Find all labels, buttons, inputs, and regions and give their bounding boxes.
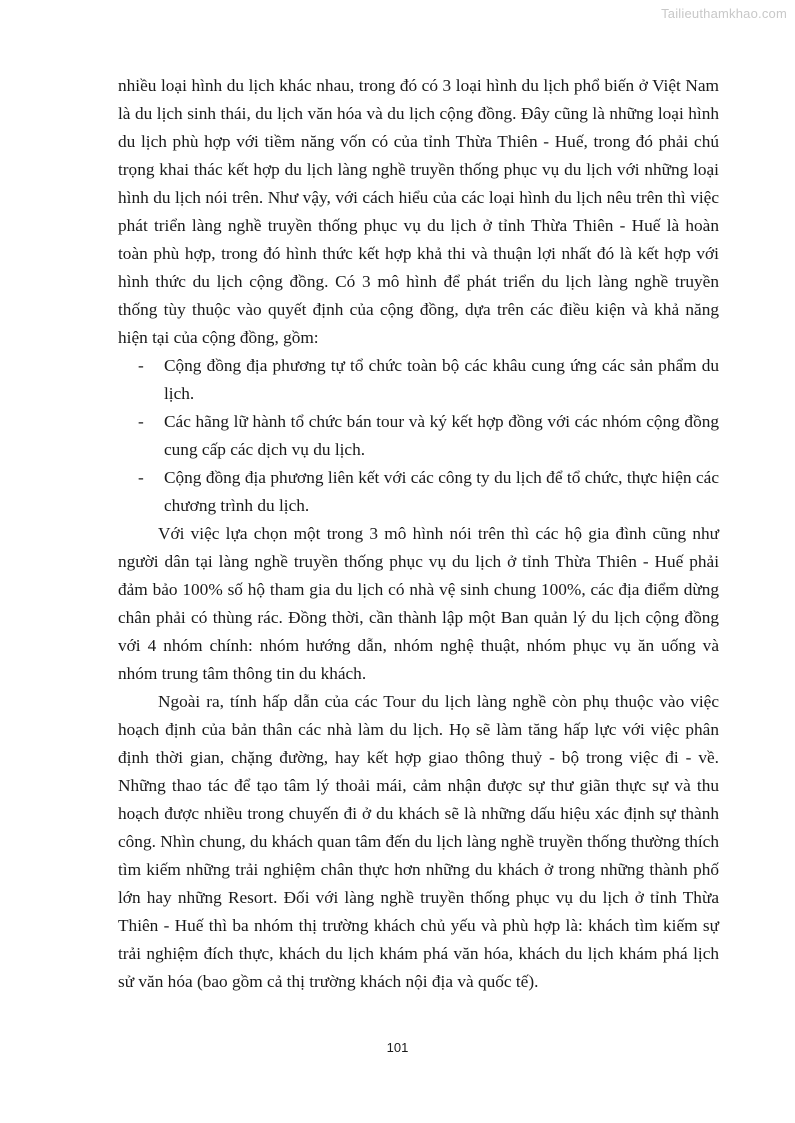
list-item [118, 464, 719, 520]
list-item-text: Cộng đồng địa phương liên kết với các công ty du lịch để tổ chức, thực hiện các chương trình du lịch. [164, 468, 719, 515]
dash-marker: - [138, 412, 144, 431]
list-item [118, 408, 719, 464]
paragraph-selection: Với việc lựa chọn một trong 3 mô hình nói trên thì các hộ gia đình cũng như người dân tại làng nghề truyền thống phục vụ du lịch ở tỉnh Thừa Thiên - Huế phải đảm bảo 100% số hộ tham gia du lịch có nhà vệ sinh chung 100%, các địa điểm dừng chân phải có thùng rác. Đồng thời, cần thành lập một Ban quản lý du lịch cộng đồng với 4 nhóm chính: nhóm hướng dẫn, nhóm nghệ thuật, nhóm phục vụ ăn uống và nhóm trung tâm thông tin du khách. [118, 524, 719, 683]
page-number: 101 [386, 1040, 409, 1055]
list-item-text: Các hãng lữ hành tổ chức bán tour và ký kết hợp đồng với các nhóm cộng đồng cung cấp các dịch vụ du lịch. [164, 412, 719, 459]
dash-marker: - [138, 468, 144, 487]
list-item-text: Cộng đồng địa phương tự tổ chức toàn bộ các khâu cung ứng các sản phẩm du lịch. [164, 356, 719, 403]
paragraph-attraction: Ngoài ra, tính hấp dẫn của các Tour du lịch làng nghề còn phụ thuộc vào việc hoạch định của bản thân các nhà làm du lịch. Họ sẽ làm tăng hấp lực với việc phân định thời gian, chặng đường, hay kết hợp giao thông thuỷ - bộ trong việc đi - về. Những thao tác để tạo tâm lý thoải mái, cảm nhận được sự thư giãn thực sự và thu hoạch được nhiều trong chuyến đi ở du khách sẽ là những dấu hiệu xác định sự thành công. Nhìn chung, du khách quan tâm đến du lịch làng nghề truyền thống thường thích tìm kiếm những trải nghiệm chân thực hơn những du khách ở trong những thành phố lớn hay những Resort. Đối với làng nghề truyền thống phục vụ du lịch ở tỉnh Thừa Thiên - Huế thì ba nhóm thị trường khách chủ yếu và phù hợp là: khách tìm kiếm sự trải nghiệm đích thực, khách du lịch khám phá văn hóa, khách du lịch khám phá lịch sử văn hóa (bao gồm cả thị trường khách nội địa và quốc tế). [118, 692, 719, 991]
paragraph-intro: nhiều loại hình du lịch khác nhau, trong đó có 3 loại hình du lịch phổ biến ở Việt Nam là du lịch sinh thái, du lịch văn hóa và du lịch cộng đồng. Đây cũng là những loại hình du lịch phù hợp với tiềm năng vốn có của tỉnh Thừa Thiên - Huế, trong đó phải chú trọng khai thác kết hợp du lịch làng nghề truyền thống phục vụ du lịch với những loại hình du lịch nói trên. Như vậy, với cách hiểu của các loại hình du lịch nêu trên thì việc phát triển làng nghề truyền thống phục vụ du lịch ở tỉnh Thừa Thiên - Huế là hoàn toàn phù hợp, trong đó hình thức kết hợp khả thi và thuận lợi nhất đó là kết hợp với hình thức du lịch cộng đồng. Có 3 mô hình để phát triển du lịch làng nghề truyền thống tùy thuộc vào quyết định của cộng đồng, dựa trên các điều kiện và khả năng hiện tại của cộng đồng, gồm: [118, 76, 719, 347]
page-body [118, 72, 719, 996]
dash-marker: - [138, 356, 144, 375]
list-item [118, 352, 719, 408]
model-list [118, 352, 719, 520]
watermark-text: Tailieuthamkhao.com [661, 6, 787, 21]
